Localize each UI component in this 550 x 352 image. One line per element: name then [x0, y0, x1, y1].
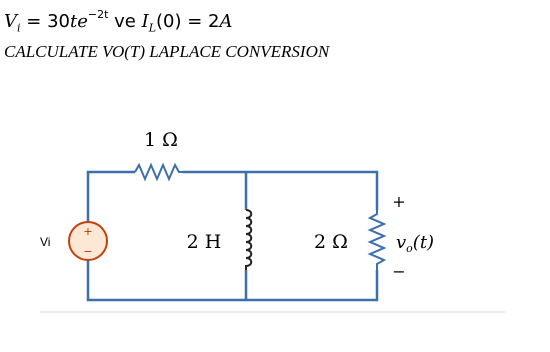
source-plus-sign: + — [83, 223, 93, 239]
series-resistor — [135, 165, 183, 179]
inductor-label: 2 H — [186, 231, 222, 253]
unit-ampere: A — [219, 11, 233, 32]
output-minus-sign: − — [392, 262, 406, 281]
coefficient: 30 — [47, 11, 70, 32]
top-left-wire — [88, 172, 135, 222]
source-minus-sign: − — [83, 243, 93, 259]
vi-subscript: i — [17, 21, 21, 35]
il-subscript: L — [148, 21, 156, 35]
output-subscript: o — [406, 242, 413, 255]
output-symbol: v — [396, 232, 407, 253]
parallel-resistor — [370, 210, 384, 270]
vi-symbol: V — [4, 11, 17, 32]
bottom-wire — [88, 260, 377, 300]
parallel-resistor-label: 2 Ω — [314, 231, 348, 253]
top-right-wire — [183, 172, 377, 210]
source-label: Vi — [40, 235, 51, 249]
conjunction-ve: ve — [108, 11, 142, 32]
output-voltage-label — [396, 232, 434, 255]
time-variable: t — [69, 11, 78, 32]
initial-condition: (0) = 2 — [156, 11, 220, 32]
exponent: −2t — [87, 8, 109, 21]
equals-sign: = — [20, 11, 48, 32]
task-statement: CALCULATE VO(T) LAPLACE CONVERSION — [4, 42, 330, 61]
il-symbol: I — [141, 11, 149, 32]
exponential-e: e — [77, 11, 88, 32]
output-plus-sign: + — [392, 192, 406, 211]
output-argument: (t) — [412, 232, 435, 253]
series-resistor-label: 1 Ω — [144, 129, 178, 151]
inductor-coil — [246, 210, 251, 270]
